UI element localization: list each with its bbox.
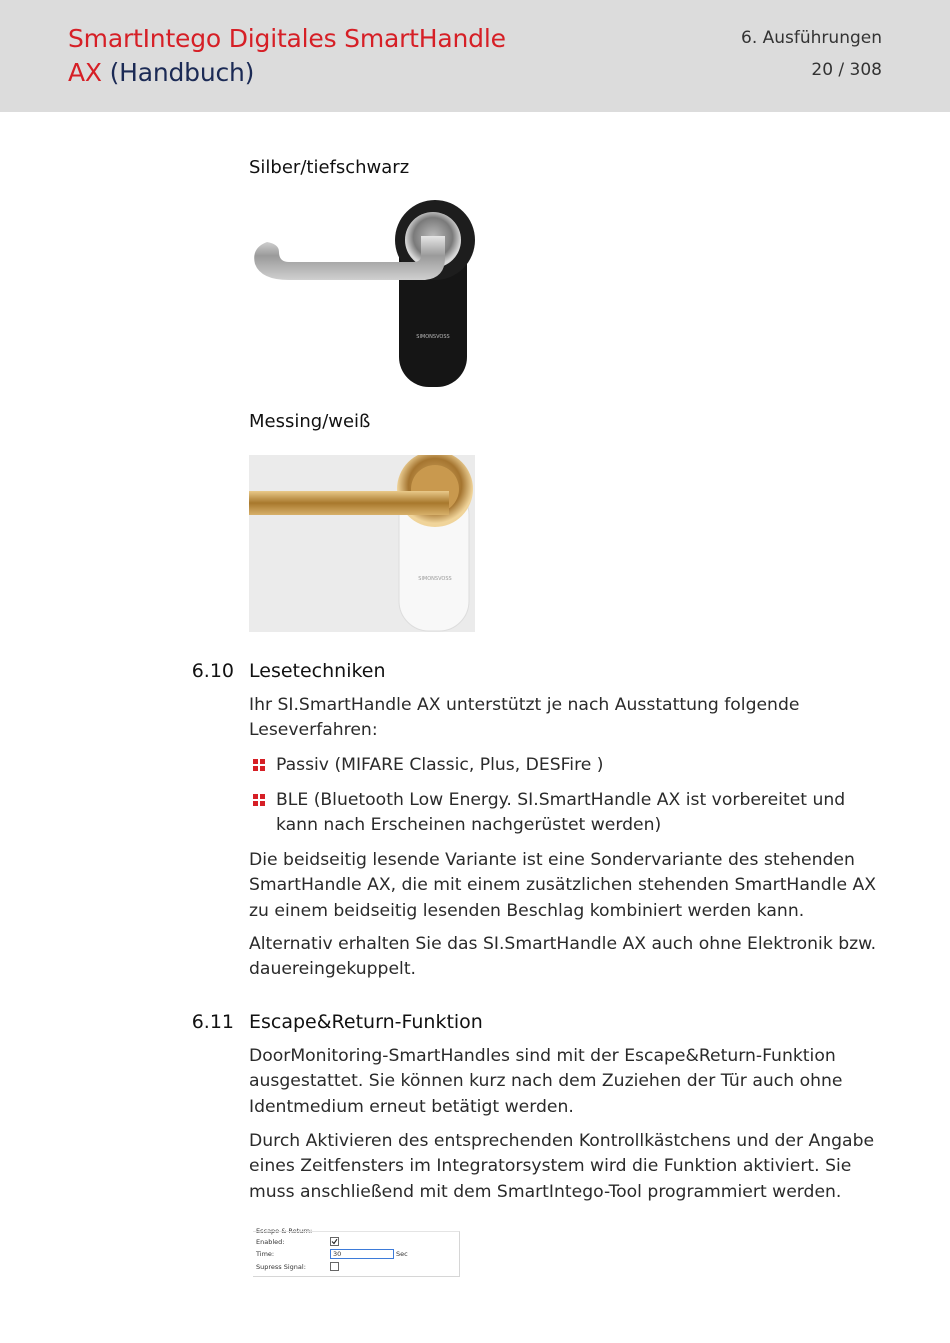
time-unit: Sec (396, 1250, 408, 1258)
handle-image-silver (249, 200, 475, 390)
suppress-signal-checkbox[interactable] (330, 1262, 339, 1271)
handle-image-brass (249, 455, 475, 632)
time-label: Time: (256, 1250, 275, 1258)
page-number: 20 / 308 (811, 60, 882, 80)
escape-return-settings-screenshot (253, 1225, 461, 1277)
page-header (0, 0, 950, 112)
paragraph-variant-610: Die beidseitig lesende Variante ist eine Sondervariante des stehenden SmartHandle AX, die mit einem zusätzlichen stehenden SmartHandle AX zu einem beidseitig lesenden Beschlag kombiniert werden kann. (249, 850, 877, 921)
list-item-text: BLE (Bluetooth Low Energy. SI.SmartHandle AX ist vorbereitet und kann nach Erscheinen nachgerüstet werden) (276, 790, 846, 836)
section-title-611: Escape&Return-Funktion (249, 1011, 483, 1033)
paragraph-doormonitoring-611: DoorMonitoring-SmartHandles sind mit der Escape&Return-Funktion ausgestattet. Sie können kurz nach dem Zuziehen der Tür auch ohne Identmedium erneut betätigt werden. (249, 1046, 843, 1117)
group-label: Escape & Return: (256, 1227, 313, 1235)
section-number-611: 6.11 (191, 1011, 234, 1033)
section-title-610: Lesetechniken (249, 660, 386, 682)
document-title (68, 22, 506, 90)
suppress-signal-label: Supress Signal: (256, 1263, 306, 1271)
paragraph-intro-610: Ihr SI.SmartHandle AX unterstützt je nach Ausstattung folgende Leseverfahren: (249, 695, 800, 741)
list-item-text: Passiv (MIFARE Classic, Plus, DESFire ) (276, 755, 604, 775)
time-input[interactable] (330, 1249, 394, 1259)
enabled-label: Enabled: (256, 1238, 285, 1246)
brand-mark-silver: SIMONSVOSS (416, 334, 450, 340)
time-value: 30 (333, 1250, 342, 1258)
paragraph-activation-611: Durch Aktivieren des entsprechenden Kontrollkästchens und der Angabe eines Zeitfensters im Integratorsystem wird die Funktion aktiviert. Sie muss anschließend mit dem SmartIntego-Tool programmiert werden. (249, 1131, 875, 1202)
variant-label-silver: Silber/tiefschwarz (249, 157, 410, 178)
variant-label-brass: Messing/weiß (249, 411, 371, 432)
enabled-checkbox[interactable] (330, 1237, 339, 1246)
square-bullet-icon (253, 759, 265, 771)
document-title-line1: SmartIntego Digitales SmartHandle (68, 24, 506, 53)
square-bullet-icon (253, 794, 265, 806)
checkmark-icon (331, 1238, 338, 1245)
document-title-line2 (68, 56, 506, 90)
brand-mark-brass: SIMONSVOSS (418, 576, 452, 582)
paragraph-alternative-610: Alternativ erhalten Sie das SI.SmartHandle AX auch ohne Elektronik bzw. dauereingekuppelt. (249, 934, 877, 980)
chapter-label: 6. Ausführungen (741, 28, 882, 48)
section-number-610: 6.10 (191, 660, 234, 682)
document-title-type: (Handbuch) (109, 58, 255, 87)
document-title-product: AX (68, 58, 102, 87)
